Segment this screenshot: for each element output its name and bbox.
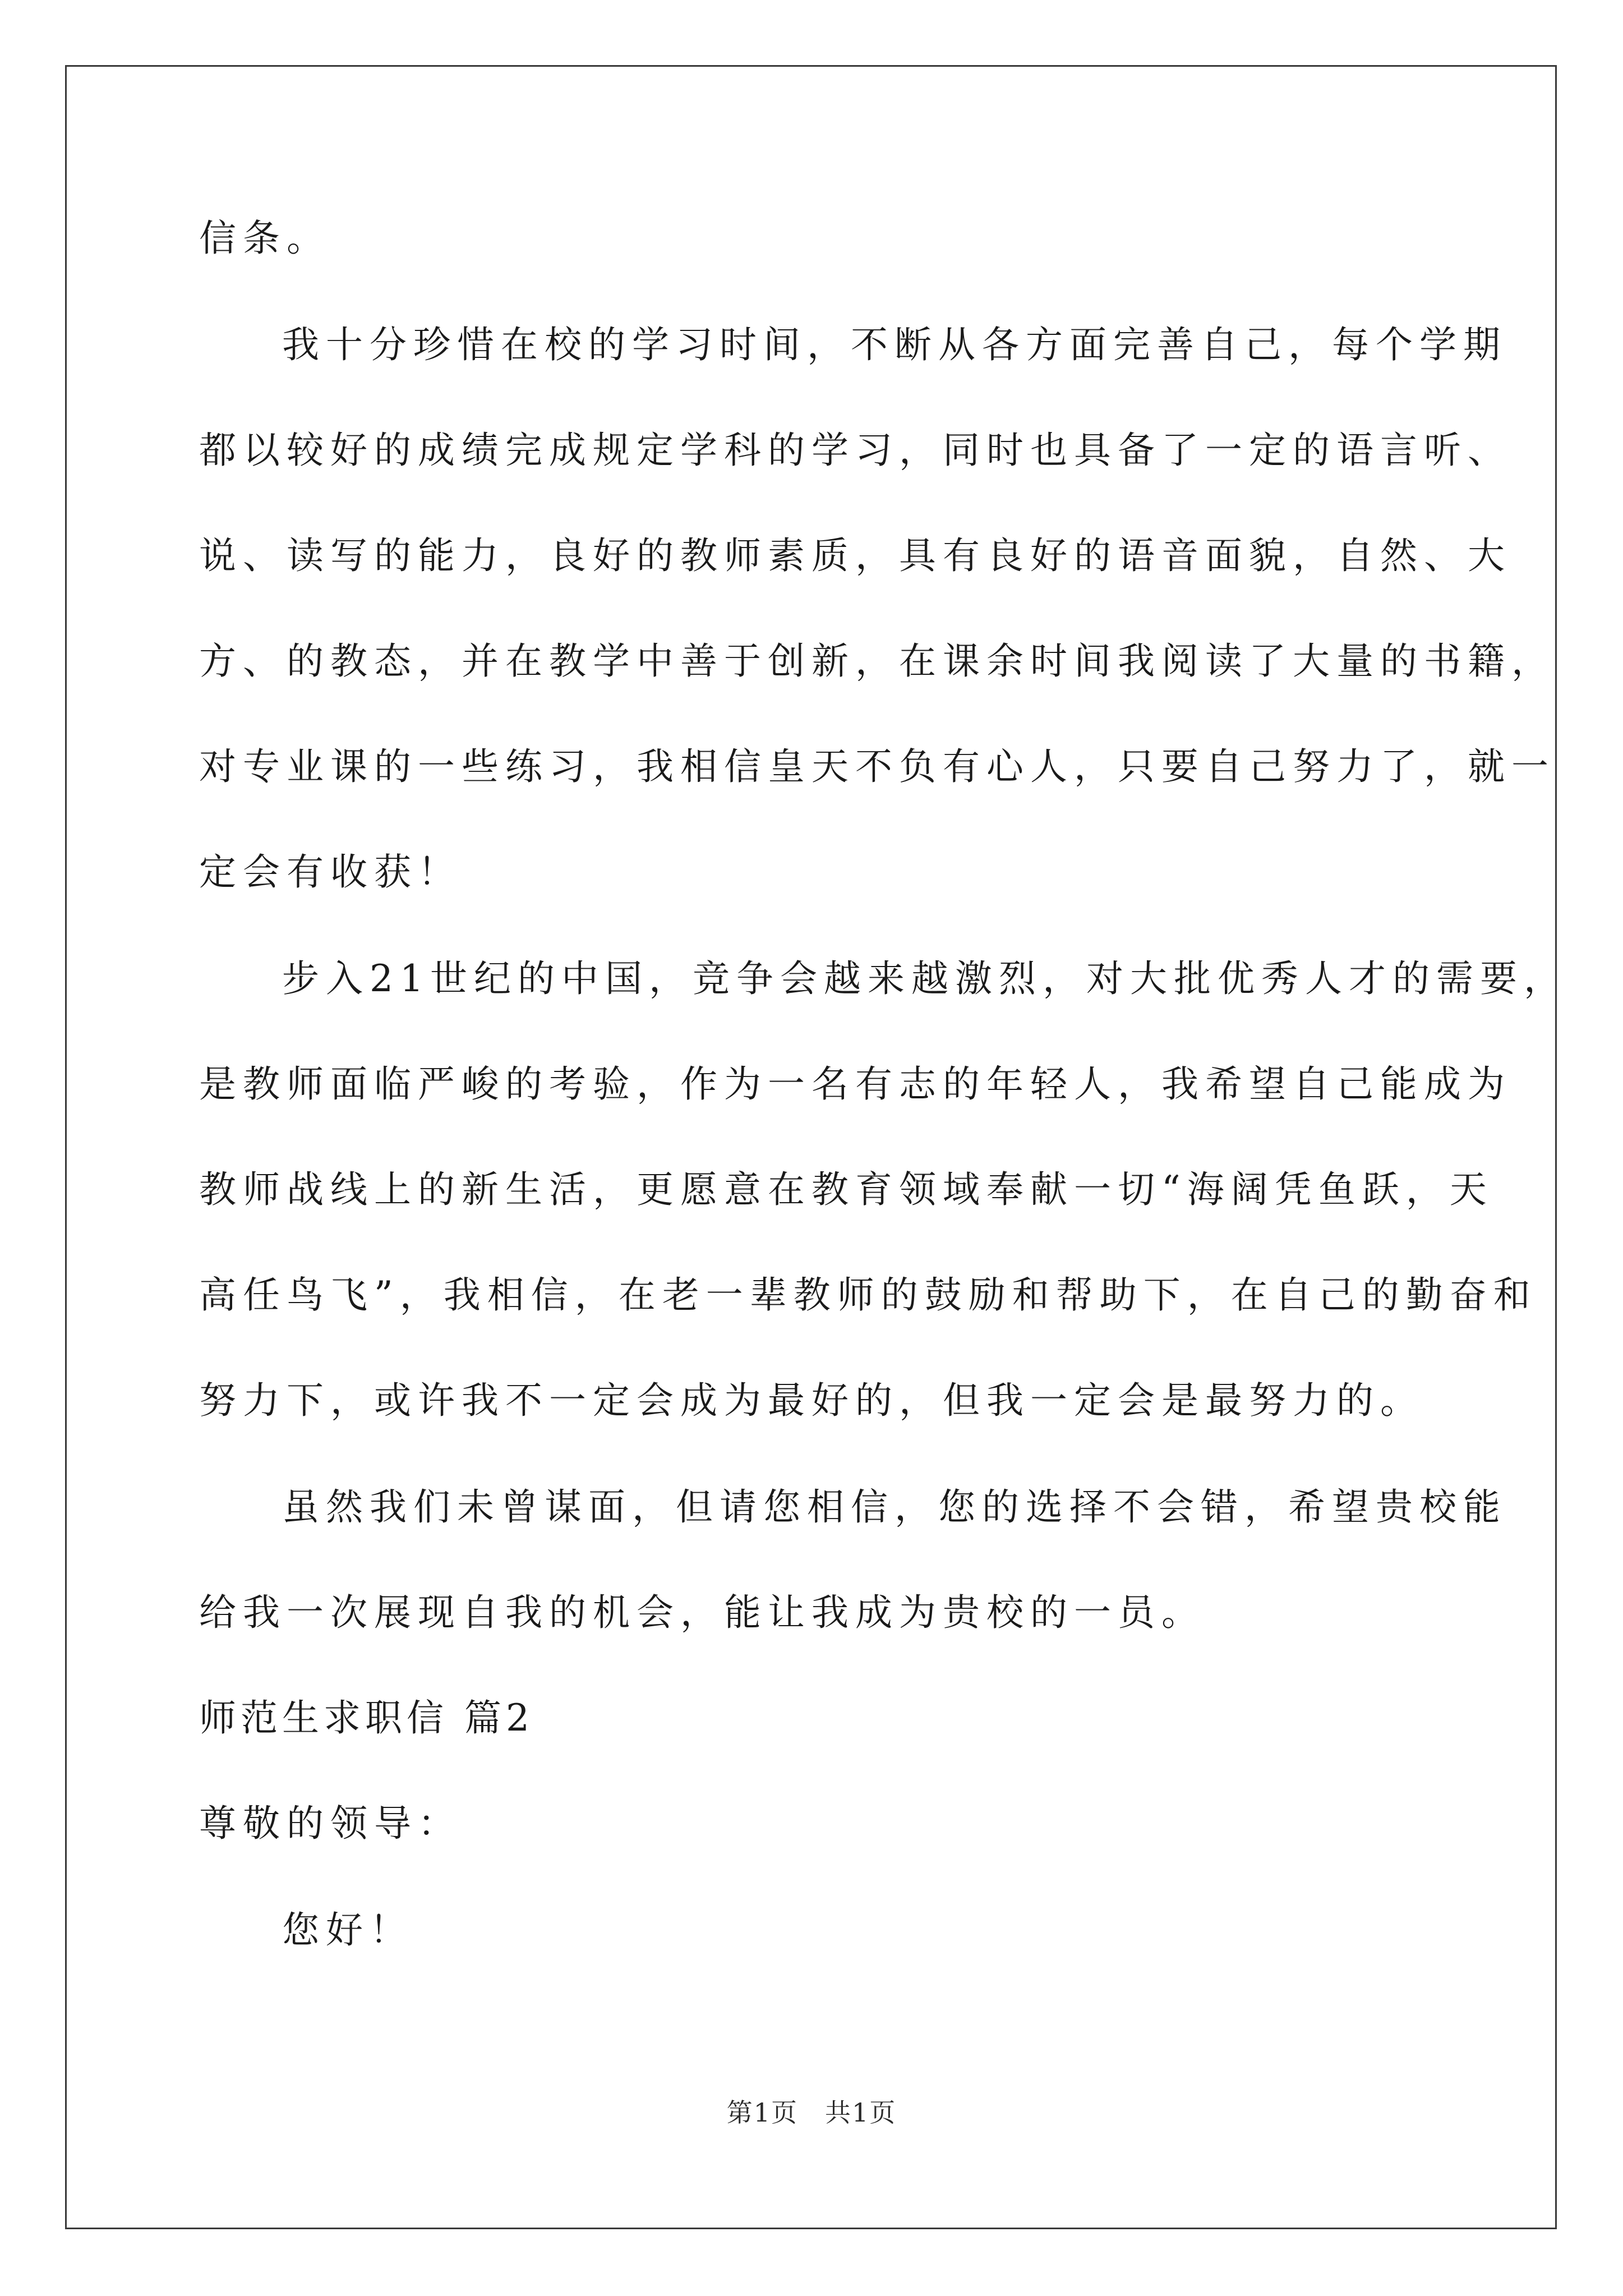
text-line: 给我一次展现自我的机会，能让我成为贵校的一员。	[199, 1591, 1205, 1634]
section-heading: 师范生求职信 篇2	[199, 1696, 534, 1740]
page-footer: 第1页 共1页	[726, 2097, 897, 2128]
text-line: 教师战线上的新生活，更愿意在教育领域奉献一切“海阔凭鱼跃，天	[199, 1168, 1493, 1211]
text-line: 努力下，或许我不一定会成为最好的，但我一定会是最努力的。	[199, 1379, 1424, 1422]
paragraph-start-line: 步入21世纪的中国，竞争会越来越激烈，对大批优秀人才的需要，	[282, 957, 1567, 1000]
salutation: 尊敬的领导：	[199, 1802, 462, 1845]
text-line: 方、的教态，并在教学中善于创新，在课余时间我阅读了大量的书籍，	[199, 639, 1555, 683]
paragraph-start-line: 我十分珍惜在校的学习时间，不断从各方面完善自己，每个学期	[282, 323, 1507, 366]
page-border	[65, 65, 1557, 2229]
text-line: 定会有收获！	[199, 850, 462, 894]
text-line: 信条。	[199, 217, 330, 260]
text-line: 是教师面临严峻的考验，作为一名有志的年轻人，我希望自己能成为	[199, 1062, 1511, 1106]
greeting: 您好！	[282, 1908, 413, 1952]
text-line: 高任鸟飞”，我相信，在老一辈教师的鼓励和帮助下，在自己的勤奋和	[199, 1273, 1537, 1317]
text-line: 都以较好的成绩完成规定学科的学习，同时也具备了一定的语言听、	[199, 429, 1511, 472]
paragraph-start-line: 虽然我们未曾谋面，但请您相信，您的选择不会错，希望贵校能	[282, 1485, 1507, 1529]
text-line: 对专业课的一些练习，我相信皇天不负有心人，只要自己努力了，就一	[199, 745, 1555, 788]
text-line: 说、读写的能力，良好的教师素质，具有良好的语音面貌，自然、大	[199, 534, 1511, 577]
